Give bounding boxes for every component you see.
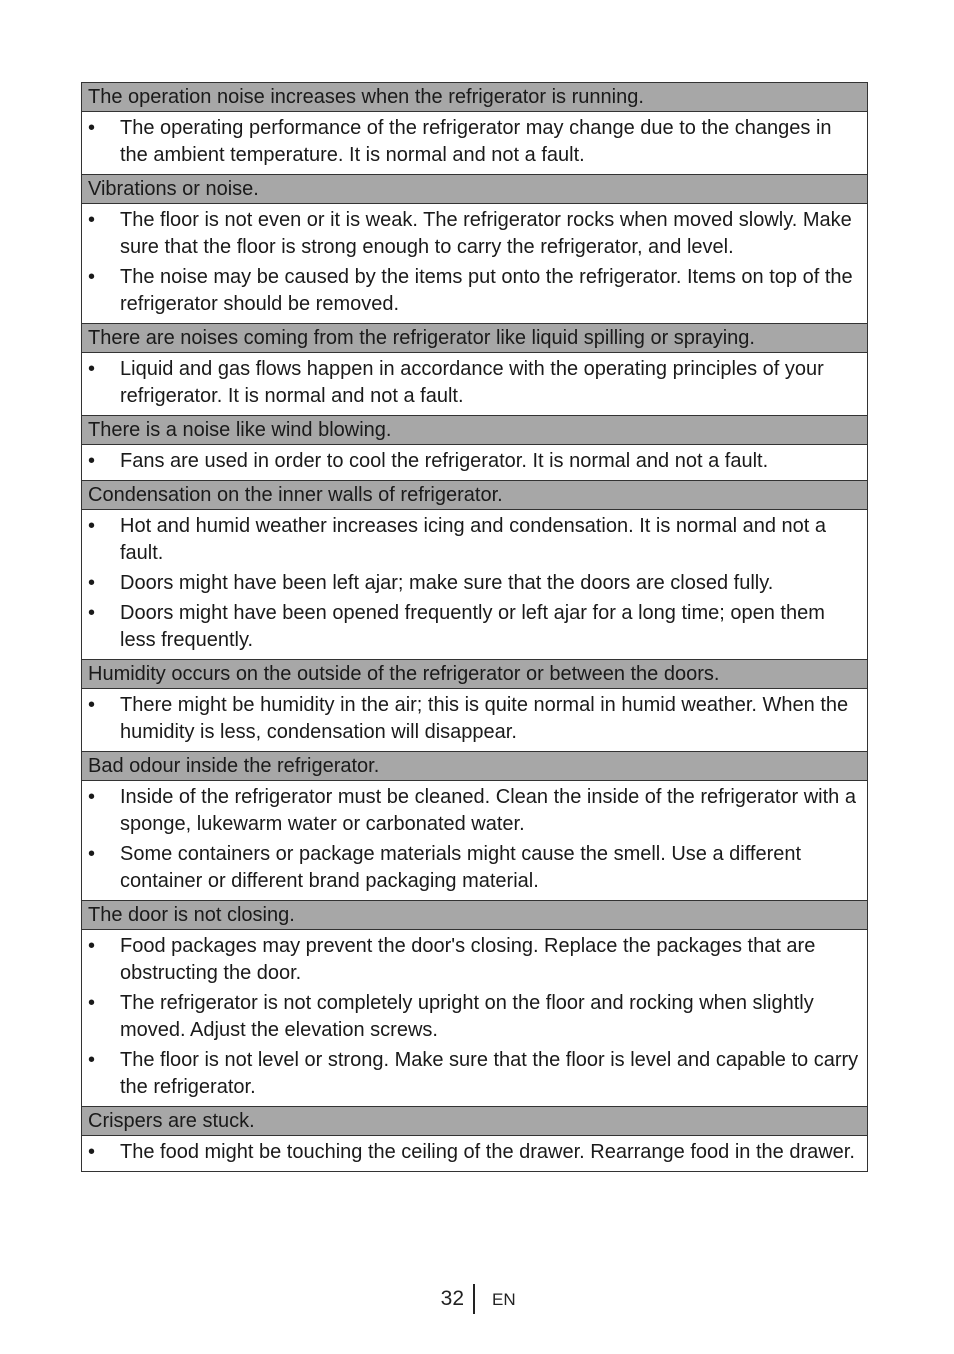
- bullet-icon: •: [88, 450, 96, 472]
- bullet-icon: •: [88, 572, 96, 594]
- section-body: [82, 1136, 867, 1172]
- bullet-item: [88, 1047, 861, 1101]
- section-body: [82, 353, 867, 416]
- page-number: 32: [440, 1287, 464, 1310]
- bullet-text: Inside of the refrigerator must be cleaned. Clean the inside of the refrigerator with a sponge, lukewarm water or carbonated water.: [120, 786, 856, 835]
- bullet-icon: •: [88, 786, 96, 808]
- bullet-icon: •: [88, 1141, 96, 1163]
- bullet-icon: •: [88, 358, 96, 380]
- footer-divider: [473, 1284, 475, 1314]
- bullet-item: [88, 933, 861, 987]
- bullet-icon: •: [88, 992, 96, 1014]
- bullet-icon: •: [88, 1049, 96, 1071]
- section-header: Vibrations or noise.: [82, 175, 867, 204]
- bullet-item: [88, 990, 861, 1044]
- section-body: [82, 689, 867, 752]
- bullet-item: [88, 207, 861, 261]
- bullet-icon: •: [88, 515, 96, 537]
- bullet-icon: •: [88, 209, 96, 231]
- bullet-icon: •: [88, 602, 96, 624]
- section-body: [82, 445, 867, 481]
- section-header: There is a noise like wind blowing.: [82, 416, 867, 445]
- section-header: The door is not closing.: [82, 901, 867, 930]
- bullet-item: [88, 264, 861, 318]
- bullet-item: [88, 841, 861, 895]
- troubleshooting-table: [81, 82, 868, 1172]
- section-body: [82, 781, 867, 901]
- bullet-text: The food might be touching the ceiling of the drawer. Rearrange food in the drawer.: [120, 1141, 855, 1163]
- section-header: Crispers are stuck.: [82, 1107, 867, 1136]
- bullet-text: The refrigerator is not completely upright on the floor and rocking when slightly moved. Adjust the elevation screws.: [120, 992, 814, 1041]
- bullet-text: There might be humidity in the air; this is quite normal in humid weather. When the humidity is less, condensation will disappear.: [120, 694, 849, 743]
- language-code: EN: [492, 1290, 516, 1309]
- bullet-icon: •: [88, 843, 96, 865]
- bullet-item: [88, 784, 861, 838]
- bullet-text: The floor is not even or it is weak. The refrigerator rocks when moved slowly. Make sure that the floor is strong enough to carry the refrigerator, and level.: [120, 209, 852, 258]
- bullet-text: Food packages may prevent the door's closing. Replace the packages that are obstructing the door.: [120, 935, 816, 984]
- section-body: [82, 930, 867, 1107]
- section-header: Bad odour inside the refrigerator.: [82, 752, 867, 781]
- bullet-icon: •: [88, 694, 96, 716]
- bullet-item: [88, 692, 861, 746]
- bullet-text: Doors might have been left ajar; make sure that the doors are closed fully.: [120, 572, 774, 594]
- page-footer: [0, 1284, 954, 1314]
- bullet-text: Fans are used in order to cool the refrigerator. It is normal and not a fault.: [120, 450, 769, 472]
- bullet-text: Some containers or package materials might cause the smell. Use a different container or different brand packaging material.: [120, 843, 802, 892]
- bullet-text: Doors might have been opened frequently or left ajar for a long time; open them less frequently.: [120, 602, 825, 651]
- section-header: The operation noise increases when the refrigerator is running.: [82, 83, 867, 112]
- bullet-text: The operating performance of the refrigerator may change due to the changes in the ambient temperature. It is normal and not a fault.: [120, 117, 832, 166]
- section-body: [82, 112, 867, 175]
- bullet-icon: •: [88, 935, 96, 957]
- bullet-item: [88, 448, 861, 475]
- section-body: [82, 204, 867, 324]
- bullet-item: [88, 570, 861, 597]
- section-header: There are noises coming from the refrigerator like liquid spilling or spraying.: [82, 324, 867, 353]
- bullet-item: [88, 356, 861, 410]
- bullet-text: Liquid and gas flows happen in accordance with the operating principles of your refrigerator. It is normal and not a fault.: [120, 358, 824, 407]
- section-header: Condensation on the inner walls of refrigerator.: [82, 481, 867, 510]
- bullet-icon: •: [88, 117, 96, 139]
- section-body: [82, 510, 867, 660]
- bullet-text: The noise may be caused by the items put onto the refrigerator. Items on top of the refrigerator should be removed.: [120, 266, 853, 315]
- bullet-item: [88, 513, 861, 567]
- bullet-icon: •: [88, 266, 96, 288]
- section-header: Humidity occurs on the outside of the refrigerator or between the doors.: [82, 660, 867, 689]
- bullet-text: The floor is not level or strong. Make sure that the floor is level and capable to carry the refrigerator.: [120, 1049, 859, 1098]
- bullet-item: [88, 1139, 861, 1166]
- bullet-text: Hot and humid weather increases icing and condensation. It is normal and not a fault.: [120, 515, 826, 564]
- bullet-item: [88, 600, 861, 654]
- bullet-item: [88, 115, 861, 169]
